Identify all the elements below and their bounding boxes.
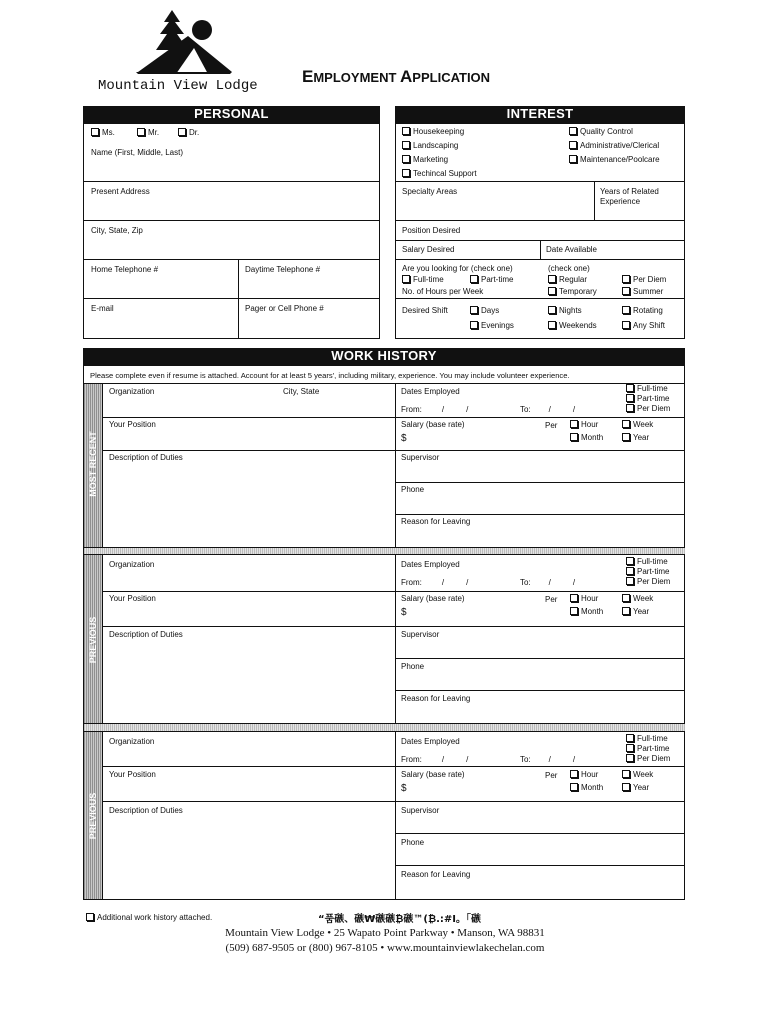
home-telephone-field[interactable]: Home Telephone # [91, 265, 159, 274]
salary-dollar: $ [401, 783, 407, 794]
reason-field[interactable]: Reason for Leaving [401, 870, 471, 879]
check-one-label: (check one) [548, 264, 590, 273]
interest-landscaping-checkbox[interactable]: Landscaping [402, 141, 458, 151]
month-checkbox[interactable]: Month [570, 783, 603, 793]
city-state-field[interactable]: City, State [283, 387, 320, 396]
side-label-previous-1: PREVIOUS [88, 616, 98, 664]
from-date-field[interactable]: From: / / [401, 755, 469, 764]
week-checkbox[interactable]: Week [622, 420, 653, 430]
year-checkbox[interactable]: Year [622, 433, 649, 443]
perdiem-checkbox[interactable]: Per Diem [626, 577, 670, 587]
temporary-checkbox[interactable]: Temporary [548, 287, 597, 297]
regular-checkbox[interactable]: Regular [548, 275, 587, 285]
shift-any-checkbox[interactable]: Any Shift [622, 321, 665, 331]
footer-address: Mountain View Lodge • 25 Wapato Point Parkway • Manson, WA 98831 [225, 927, 545, 939]
duties-field[interactable]: Description of Duties [109, 630, 183, 639]
email-field[interactable]: E-mail [91, 304, 114, 313]
years-experience-field[interactable]: Years of Related Experience [600, 187, 659, 206]
shift-weekends-checkbox[interactable]: Weekends [548, 321, 597, 331]
shift-days-checkbox[interactable]: Days [470, 306, 499, 316]
from-date-field[interactable]: From: / / [401, 578, 469, 587]
fulltime-checkbox[interactable]: Full-time [402, 275, 444, 285]
parttime-checkbox[interactable]: Part-time [626, 744, 669, 754]
to-date-field[interactable]: To: / / [520, 405, 576, 414]
dates-employed-field[interactable]: Dates Employed [401, 387, 460, 396]
additional-history-checkbox[interactable]: Additional work history attached. [86, 913, 212, 923]
supervisor-field[interactable]: Supervisor [401, 453, 440, 462]
year-checkbox[interactable]: Year [622, 607, 649, 617]
salutation-ms-checkbox[interactable]: Ms. [91, 128, 115, 138]
parttime-checkbox[interactable]: Part-time [626, 394, 669, 404]
hours-per-week-field[interactable]: No. of Hours per Week [402, 287, 484, 296]
daytime-telephone-field[interactable]: Daytime Telephone # [245, 265, 321, 274]
present-address-field[interactable]: Present Address [91, 187, 150, 196]
duties-field[interactable]: Description of Duties [109, 453, 183, 462]
interest-maintenance-checkbox[interactable]: Maintenance/Poolcare [569, 155, 660, 165]
reason-field[interactable]: Reason for Leaving [401, 694, 471, 703]
perdiem-checkbox[interactable]: Per Diem [626, 754, 670, 764]
per-label: Per [545, 595, 558, 604]
city-state-zip-field[interactable]: City, State, Zip [91, 226, 143, 235]
dates-employed-field[interactable]: Dates Employed [401, 560, 460, 569]
salary-base-field[interactable]: Salary (base rate) [401, 770, 465, 779]
per-label: Per [545, 771, 558, 780]
parttime-checkbox[interactable]: Part-time [470, 275, 513, 285]
to-date-field[interactable]: To: / / [520, 755, 576, 764]
salary-base-field[interactable]: Salary (base rate) [401, 594, 465, 603]
week-checkbox[interactable]: Week [622, 594, 653, 604]
duties-field[interactable]: Description of Duties [109, 806, 183, 815]
month-checkbox[interactable]: Month [570, 433, 603, 443]
salary-dollar: $ [401, 433, 407, 444]
interest-administrative-checkbox[interactable]: Administrative/Clerical [569, 141, 659, 151]
personal-heading: PERSONAL [83, 106, 380, 123]
shift-nights-checkbox[interactable]: Nights [548, 306, 582, 316]
side-label-most-recent: MOST RECENT [88, 431, 98, 497]
your-position-field[interactable]: Your Position [109, 420, 156, 429]
interest-technical-support-checkbox[interactable]: Techincal Support [402, 169, 477, 179]
your-position-field[interactable]: Your Position [109, 770, 156, 779]
organization-field[interactable]: Organization [109, 560, 155, 569]
supervisor-field[interactable]: Supervisor [401, 630, 440, 639]
desired-shift-label: Desired Shift [402, 306, 448, 315]
form-title: EMPLOYMENT APPLICATION [302, 67, 491, 86]
summer-checkbox[interactable]: Summer [622, 287, 663, 297]
interest-heading: INTEREST [395, 106, 685, 123]
looking-for-label: Are you looking for (check one) [402, 264, 513, 273]
pager-cell-field[interactable]: Pager or Cell Phone # [245, 304, 324, 313]
hour-checkbox[interactable]: Hour [570, 594, 598, 604]
footer-contact: (509) 687-9505 or (800) 967-8105 • www.mountainviewlakechelan.com [225, 942, 545, 954]
garbled-text: “품䃚、䃚₩䃚䃚₿䃚™(₿.:#I。「䃚 [318, 914, 482, 925]
fulltime-checkbox[interactable]: Full-time [626, 384, 668, 394]
lodge-logo [128, 8, 240, 76]
hour-checkbox[interactable]: Hour [570, 770, 598, 780]
work-history-heading: WORK HISTORY [83, 348, 685, 365]
month-checkbox[interactable]: Month [570, 607, 603, 617]
work-history-note: Please complete even if resume is attached. Account for at least 5 years', including military, experience. You may include volunteer experience. [90, 371, 570, 380]
reason-field[interactable]: Reason for Leaving [401, 517, 471, 526]
interest-marketing-checkbox[interactable]: Marketing [402, 155, 448, 165]
week-checkbox[interactable]: Week [622, 770, 653, 780]
phone-field[interactable]: Phone [401, 838, 425, 847]
organization-field[interactable]: Organization [109, 387, 155, 396]
interest-quality-control-checkbox[interactable]: Quality Control [569, 127, 633, 137]
parttime-checkbox[interactable]: Part-time [626, 567, 669, 577]
side-label-previous-2: PREVIOUS [88, 792, 98, 840]
from-date-field[interactable]: From: / / [401, 405, 469, 414]
name-field[interactable]: Name (First, Middle, Last) [91, 148, 184, 157]
salary-desired-field[interactable]: Salary Desired [402, 245, 455, 254]
per-label: Per [545, 421, 558, 430]
position-desired-field[interactable]: Position Desired [402, 226, 461, 235]
supervisor-field[interactable]: Supervisor [401, 806, 440, 815]
per-diem-checkbox[interactable]: Per Diem [622, 275, 666, 285]
date-available-field[interactable]: Date Available [546, 245, 597, 254]
specialty-areas-field[interactable]: Specialty Areas [402, 187, 458, 196]
phone-field[interactable]: Phone [401, 662, 425, 671]
year-checkbox[interactable]: Year [622, 783, 649, 793]
to-date-field[interactable]: To: / / [520, 578, 576, 587]
hour-checkbox[interactable]: Hour [570, 420, 598, 430]
salutation-dr-checkbox[interactable]: Dr. [178, 128, 199, 138]
your-position-field[interactable]: Your Position [109, 594, 156, 603]
interest-housekeeping-checkbox[interactable]: Housekeeping [402, 127, 464, 137]
shift-evenings-checkbox[interactable]: Evenings [470, 321, 514, 331]
phone-field[interactable]: Phone [401, 485, 425, 494]
lodge-name: Mountain View Lodge [98, 78, 258, 94]
fulltime-checkbox[interactable]: Full-time [626, 557, 668, 567]
perdiem-checkbox[interactable]: Per Diem [626, 404, 670, 414]
salary-base-field[interactable]: Salary (base rate) [401, 420, 465, 429]
salary-dollar: $ [401, 607, 407, 618]
organization-field[interactable]: Organization [109, 737, 155, 746]
dates-employed-field[interactable]: Dates Employed [401, 737, 460, 746]
fulltime-checkbox[interactable]: Full-time [626, 734, 668, 744]
shift-rotating-checkbox[interactable]: Rotating [622, 306, 663, 316]
salutation-mr-checkbox[interactable]: Mr. [137, 128, 159, 138]
